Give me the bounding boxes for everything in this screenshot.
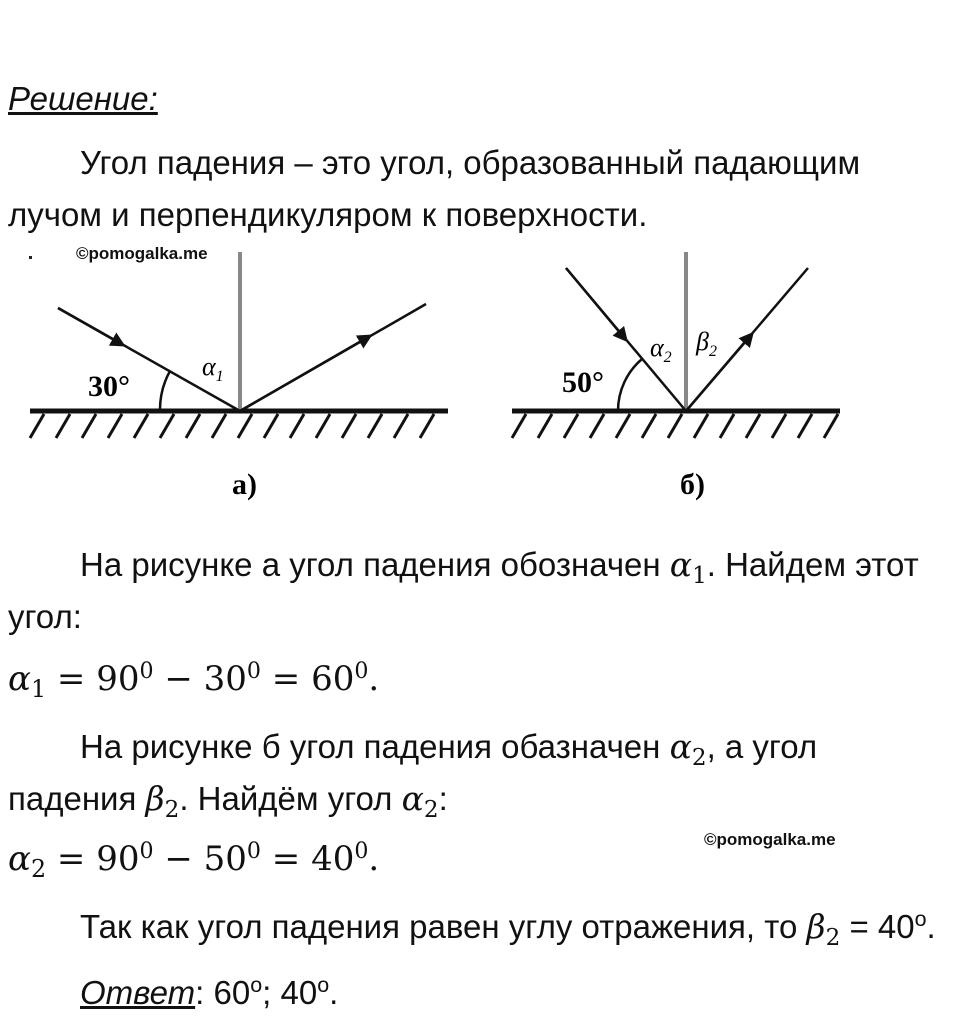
reflected-arrow-a <box>240 336 370 411</box>
incident-arrow-b <box>566 268 626 340</box>
hatching-a <box>30 414 434 438</box>
equation-alpha1: $\alpha_1 = 90^0 - 30^0 = 60^0$. <box>8 657 380 704</box>
hatching-b <box>512 414 838 438</box>
para2-text-end: . Найдем этот <box>706 546 919 583</box>
caption-b: б) <box>680 468 705 501</box>
figure-b <box>512 252 840 501</box>
watermark-bottom: ©pomogalka.me <box>704 830 836 849</box>
para2-text: На рисунке а угол падения обозначен <box>80 546 670 583</box>
caption-a: а) <box>232 468 257 501</box>
beta-label-b: $\beta_2$ <box>696 327 717 360</box>
watermark-top: ©pomogalka.me <box>76 244 208 263</box>
equation-alpha2: $\alpha_2 = 90^0 - 50^0 = 40^0$. <box>8 837 380 884</box>
answer-line: Ответ: 60$^o$; 40$^o$. <box>80 973 339 1011</box>
para2-line-2: угол: <box>8 598 82 635</box>
alpha-label-b: $\alpha_2$ <box>650 333 672 366</box>
answer-label: Ответ <box>80 974 196 1011</box>
solution-heading-text: Решение: <box>8 80 158 117</box>
para3-line-1: На рисунке б угол падения обазначен $\alpha_2$, а угол <box>80 727 818 771</box>
angle-arc-b <box>618 359 642 411</box>
incident-arrow-a <box>58 308 123 345</box>
solution-heading <box>8 82 158 115</box>
reflection-figure <box>0 240 960 510</box>
angle-label-a: 30° <box>88 370 130 403</box>
alpha1-inline: $\alpha_1$ <box>669 545 707 589</box>
definition-line-2: лучом и перпендикуляром к поверхности. <box>8 196 648 233</box>
angle-arc-a <box>160 371 170 411</box>
angle-label-b: 50° <box>562 366 604 399</box>
figure-a <box>30 252 448 501</box>
conclusion-line: Так как угол падения равен углу отражения, то $\beta_2 = 40^o$. <box>80 907 936 951</box>
definition-line-1: Угол падения – это угол, образованный падающим <box>80 144 861 181</box>
para2-line-1 <box>80 545 919 589</box>
alpha-label-a: $\alpha_1$ <box>202 352 224 385</box>
para3-line-2: падения $\beta_2$. Найдём угол $\alpha_2$: <box>8 779 448 823</box>
